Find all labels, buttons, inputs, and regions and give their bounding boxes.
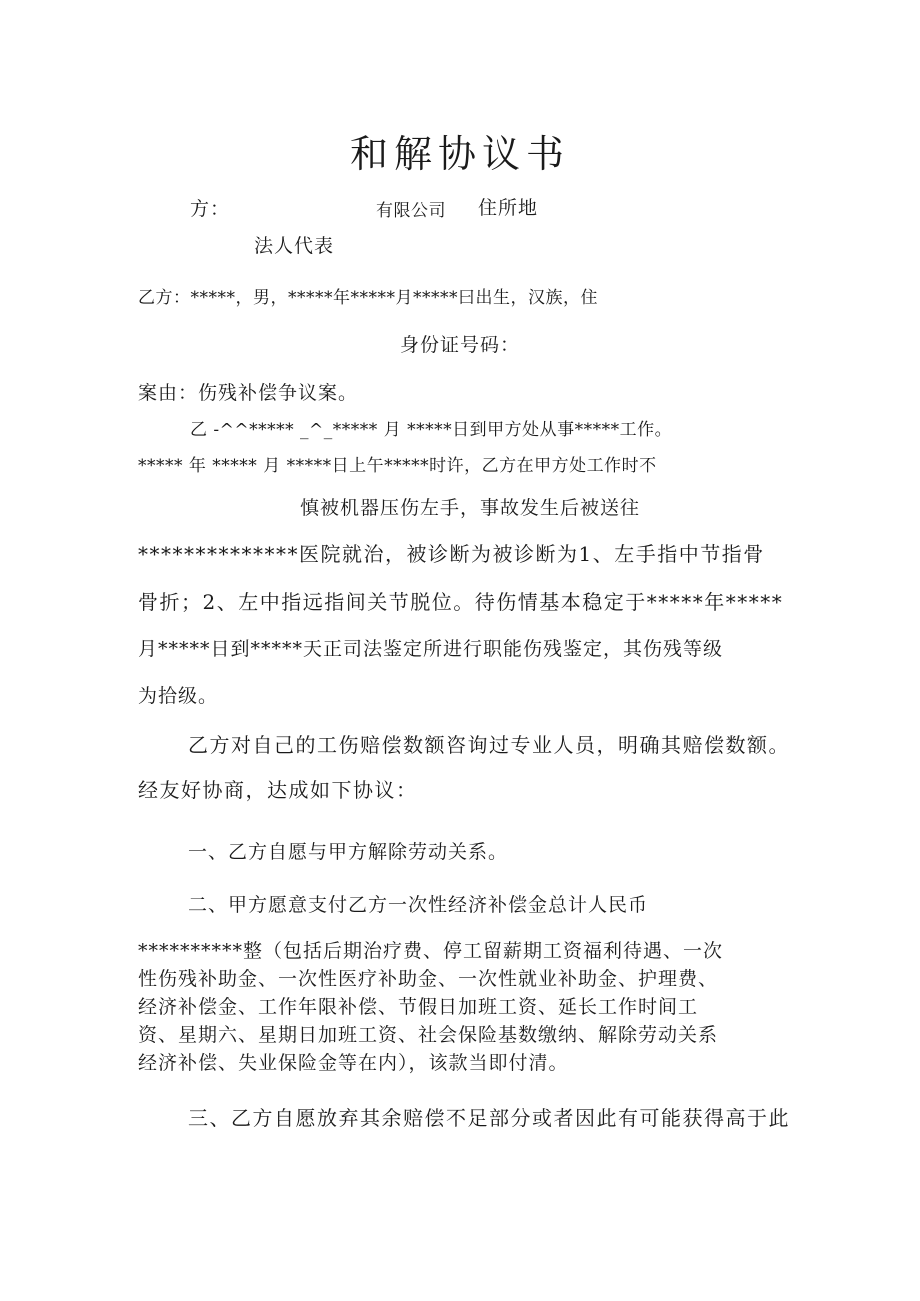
party-a-address-label: 住所地 — [478, 197, 539, 219]
fact-line: ***** 年 ***** 月 *****日上午*****时许，乙方在甲方处工作时不 — [138, 456, 657, 476]
fact-line: 慎被机器压伤左手，事故发生后被送往 — [300, 497, 641, 519]
clause-2-body-line: **********整（包括后期治疗费、停工留薪期工资福利待遇、一次 — [138, 940, 724, 962]
fact-line: **************医院就治，被诊断为被诊断为1、左手指中节指骨 — [138, 542, 765, 566]
clause-1: 一、乙方自愿与甲方解除劳动关系。 — [188, 841, 509, 863]
fact-line: 乙 -^^***** _^_***** 月 *****日到甲方处从事*****工作。 — [190, 420, 673, 440]
consult-line: 乙方对自己的工伤赔偿数额咨询过专业人员，明确其赔偿数额。 — [188, 733, 790, 757]
clause-2-body-line: 性伤残补助金、一次性医疗补助金、一次性就业补助金、护理费、 — [138, 968, 719, 990]
clause-3: 三、乙方自愿放弃其余赔偿不足部分或者因此有可能获得高于此 — [188, 1106, 790, 1130]
consult-line: 经友好协商，达成如下协议： — [138, 778, 418, 802]
fact-line: 为拾级。 — [138, 685, 219, 707]
fact-line: 骨折；2、左中指远指间关节脱位。待伤情基本稳定于*****年***** — [138, 590, 784, 614]
party-a-label: 方： — [190, 198, 231, 220]
clause-2-body-line: 经济补偿、失业保险金等在内），该款当即付清。 — [138, 1052, 569, 1074]
case-reason: 案由：伤残补偿争议案。 — [138, 382, 359, 404]
party-a-company: 有限公司 — [376, 201, 446, 221]
party-b-id-label: 身份证号码： — [400, 334, 521, 356]
clause-2-body-line: 资、星期六、星期日加班工资、社会保险基数缴纳、解除劳动关系 — [138, 1024, 719, 1046]
clause-2-heading: 二、甲方愿意支付乙方一次性经济补偿金总计人民币 — [188, 894, 649, 916]
party-b-intro: 乙方：*****，男，*****年*****月*****曰出生，汉族，住 — [138, 288, 598, 308]
clause-2-body-line: 经济补偿金、工作年限补偿、节假日加班工资、延长工作时间工 — [138, 996, 699, 1018]
document-title: 和解协议书 — [349, 132, 570, 176]
party-a-legal-rep: 法人代表 — [254, 235, 335, 257]
fact-line: 月*****日到*****天正司法鉴定所进行职能伤残鉴定，其伤残等级 — [138, 638, 724, 660]
